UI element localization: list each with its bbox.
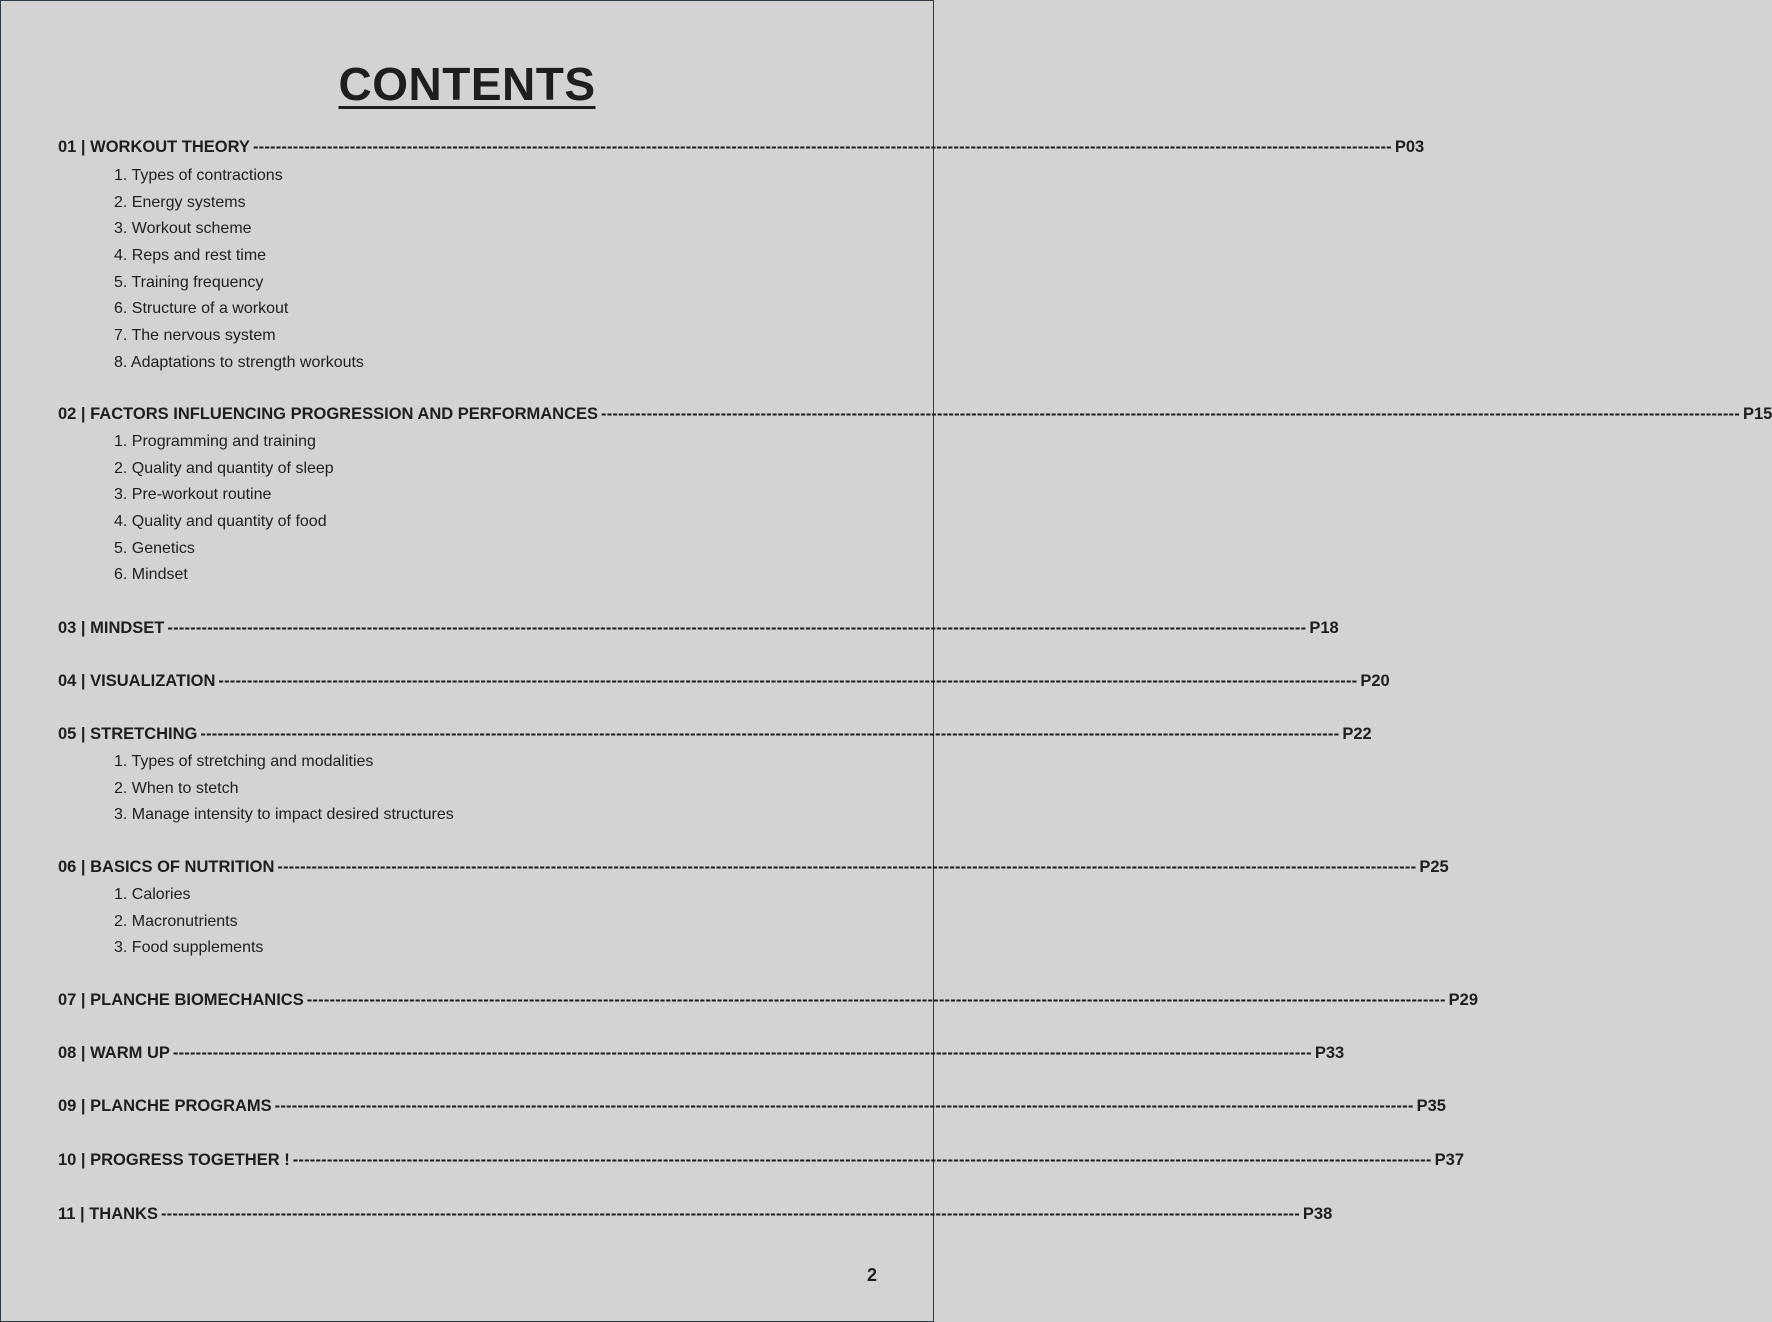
toc-subitem[interactable]: 2. Energy systems	[114, 193, 246, 211]
toc-subitem[interactable]: 1. Types of stretching and modalities	[114, 753, 374, 770]
toc-heading: 06 | BASICS OF NUTRITION	[58, 858, 275, 876]
page-number: 2	[866, 1265, 877, 1285]
dot-leader: --------------------------------------------------------------------------------------------------------------------------------------------------------------------------------------------------------	[306, 991, 1446, 1009]
toc-subitem[interactable]: 6. Structure of a workout	[114, 300, 289, 318]
toc-heading: 04 | VISUALIZATION	[58, 672, 216, 690]
toc-heading: 03 | MINDSET	[58, 619, 165, 637]
toc-subitem[interactable]: 3. Manage intensity to impact desired structures	[114, 806, 454, 824]
toc-subitem[interactable]: 1. Types of contractions	[114, 167, 283, 184]
toc-subitem[interactable]: 3. Workout scheme	[114, 220, 252, 238]
toc-page-ref: P15	[1742, 405, 1772, 423]
toc-page-ref: P38	[1302, 1205, 1333, 1223]
toc-subitem[interactable]: 4. Reps and rest time	[114, 247, 267, 265]
dot-leader: --------------------------------------------------------------------------------------------------------------------------------------------------------------------------------------------------------	[167, 619, 1307, 637]
toc-page-ref: P37	[1434, 1151, 1464, 1169]
toc-subitem[interactable]: 1. Programming and training	[114, 433, 316, 450]
dot-leader: --------------------------------------------------------------------------------------------------------------------------------------------------------------------------------------------------------	[292, 1151, 1432, 1169]
toc-subitems-01	[114, 163, 364, 377]
toc-entry-09[interactable]	[58, 1097, 1446, 1116]
toc-subitem[interactable]: 8. Adaptations to strength workouts	[114, 353, 364, 371]
toc-heading: 05 | STRETCHING	[58, 725, 198, 743]
toc-heading: 10 | PROGRESS TOGETHER !	[58, 1151, 290, 1169]
toc-entry-10[interactable]	[58, 1151, 1464, 1170]
toc-page-ref: P03	[1394, 138, 1425, 156]
toc-subitem[interactable]: 3. Food supplements	[114, 939, 264, 957]
dot-leader: --------------------------------------------------------------------------------------------------------------------------------------------------------------------------------------------------------	[252, 138, 1392, 156]
toc-page-ref: P18	[1309, 619, 1339, 637]
toc-page-ref: P25	[1419, 858, 1449, 876]
toc-subitem[interactable]: 5. Training frequency	[114, 273, 264, 291]
toc-page-ref: P29	[1448, 991, 1479, 1009]
toc-subitem[interactable]: 2. Macronutrients	[114, 912, 238, 930]
toc-heading: 11 | THANKS	[58, 1205, 158, 1223]
toc-entry-07[interactable]	[58, 991, 1479, 1010]
toc-entry-06[interactable]	[58, 858, 1449, 877]
toc-subitems-05	[114, 749, 454, 829]
toc-entry-05[interactable]	[58, 725, 1372, 744]
toc-heading: 07 | PLANCHE BIOMECHANICS	[58, 991, 304, 1009]
toc-subitem[interactable]: 3. Pre-workout routine	[114, 486, 272, 504]
toc-subitems-06	[114, 882, 263, 962]
toc-subitem[interactable]: 1. Calories	[114, 886, 191, 903]
toc-entry-02[interactable]	[58, 405, 1772, 424]
dot-leader: --------------------------------------------------------------------------------------------------------------------------------------------------------------------------------------------------------	[218, 672, 1358, 690]
toc-entry-11[interactable]	[58, 1205, 1333, 1224]
toc-subitem[interactable]: 5. Genetics	[114, 539, 195, 557]
toc-page-ref: P20	[1360, 672, 1390, 690]
page-title: CONTENTS	[338, 58, 596, 110]
toc-subitem[interactable]: 7. The nervous system	[114, 327, 276, 345]
toc-page-ref: P35	[1416, 1097, 1446, 1115]
toc-heading: 08 | WARM UP	[58, 1044, 170, 1062]
toc-subitem[interactable]: 2. When to stetch	[114, 779, 239, 797]
toc-subitems-02	[114, 429, 334, 589]
dot-leader: --------------------------------------------------------------------------------------------------------------------------------------------------------------------------------------------------------	[277, 858, 1417, 876]
dot-leader: --------------------------------------------------------------------------------------------------------------------------------------------------------------------------------------------------------	[274, 1097, 1414, 1115]
toc-entry-04[interactable]	[58, 672, 1390, 691]
toc-heading: 01 | WORKOUT THEORY	[58, 138, 250, 156]
toc-page-ref: P33	[1314, 1044, 1345, 1062]
dot-leader: --------------------------------------------------------------------------------------------------------------------------------------------------------------------------------------------------------	[200, 725, 1340, 743]
dot-leader: --------------------------------------------------------------------------------------------------------------------------------------------------------------------------------------------------------	[160, 1205, 1300, 1223]
toc-entry-03[interactable]	[58, 619, 1339, 638]
toc-entry-08[interactable]	[58, 1044, 1345, 1063]
toc-subitem[interactable]: 6. Mindset	[114, 566, 188, 584]
toc-subitem[interactable]: 4. Quality and quantity of food	[114, 513, 327, 531]
toc-heading: 02 | FACTORS INFLUENCING PROGRESSION AND PERFORMANCES	[58, 405, 599, 423]
toc-page-ref: P22	[1342, 725, 1372, 743]
toc-heading: 09 | PLANCHE PROGRAMS	[58, 1097, 272, 1115]
dot-leader: --------------------------------------------------------------------------------------------------------------------------------------------------------------------------------------------------------	[172, 1044, 1312, 1062]
dot-leader: --------------------------------------------------------------------------------------------------------------------------------------------------------------------------------------------------------	[601, 405, 1740, 423]
toc-subitem[interactable]: 2. Quality and quantity of sleep	[114, 459, 334, 477]
toc-entry-01[interactable]	[58, 138, 1425, 157]
